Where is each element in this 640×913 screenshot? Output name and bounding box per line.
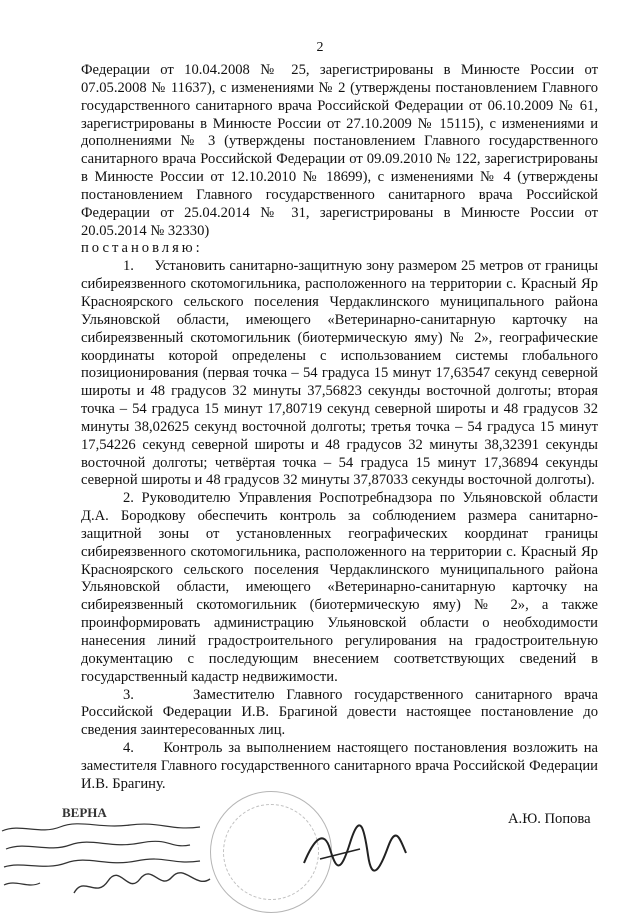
page-number: 2	[316, 40, 324, 55]
decree-word: постановляю:	[81, 240, 203, 257]
clause-1: 1. Установить санитарно-защитную зону размером 25 метров от границы сибиреязвенного скотомогильника, расположенного на территории с. Красный Яр Красноярского сельского поселения Чердаклинского муниципального района Ульяновской области, имеющего «Ветеринарно-санитарную карточку на сибиреязвенный скотомогильник (биотермическую яму) № 2», географические координаты которой определены с использованием системы глобального позиционирования (первая точка – 54 градуса 15 минут 17,63547 секунд северной широты и 48 градусов 32 минуты 37,56823 секунды восточной долготы; вторая точка – 54 градуса 15 минут 17,80719 секунд северной широты и 48 градусов 32 минуты 38,02625 секунд восточной долготы; третья точка – 54 градуса 15 минут 17,54226 секунд северной широты и 48 градусов 32 минуты 38,32391 секунды восточной долготы; четвёртая точка – 54 градуса 15 минут 17,36894 секунды северной широты и 48 градусов 32 минуты 37,87033 секунды восточной долготы).	[81, 258, 598, 489]
clause-3: 3. Заместителю Главного государственного санитарного врача Российской Федерации И.В. Брагиной довести настоящее постановление до сведения заинтересованных лиц.	[81, 686, 598, 739]
signature-icon	[300, 819, 410, 879]
handwritten-certification	[0, 805, 240, 905]
clause-4: 4. Контроль за выполнением настоящего постановления возложить на заместителя Главного государственного санитарного врача Российской Федерации И.В. Брагину.	[81, 740, 598, 792]
signer-name: А.Ю. Попова	[508, 811, 591, 827]
clause-2: 2. Руководителю Управления Роспотребнадзора по Ульяновской области Д.А. Бородкову обеспечить контроль за соблюдением размера санитарно-защитной зоны от установленных географических координат границы сибиреязвенного скотомогильника, расположенного на территории с. Красный Яр Красноярского сельского поселения Чердаклинского муниципального района Ульяновской области, имеющего «Ветеринарно-санитарную карточку на сибиреязвенный скотомогильник (биотермическую яму) № 2», а также проинформировать администрацию Ульяновской области о необходимости нанесения линий градостроительного регулирования на градостроительную документацию с последующим внесением соответствующих сведений в государственный кадастр недвижимости.	[81, 490, 598, 685]
signature-block	[0, 805, 640, 905]
document-body	[81, 62, 598, 794]
intro-paragraph: Федерации от 10.04.2008 № 25, зарегистрированы в Минюсте России от 07.05.2008 № 11637), с изменениями № 2 (утверждены постановлением Главного государственного санитарного врача Российской Федерации от 06.10.2009 № 61, зарегистрированы в Минюсте России от 27.10.2009 № 15115), с изменениями и дополнениями № 3 (утверждены постановлением Главного государственного санитарного врача Российской Федерации от 09.09.2010 № 122, зарегистрированы в Минюсте России от 12.10.2010 № 18699), с изменениями № 4 (утверждены постановлением Главного государственного санитарного врача Российской Федерации от 25.04.2014 № 31, зарегистрированы в Минюсте России от 20.05.2014 № 32330)	[81, 62, 598, 239]
svg-text:ВЕРНА: ВЕРНА	[62, 805, 107, 820]
